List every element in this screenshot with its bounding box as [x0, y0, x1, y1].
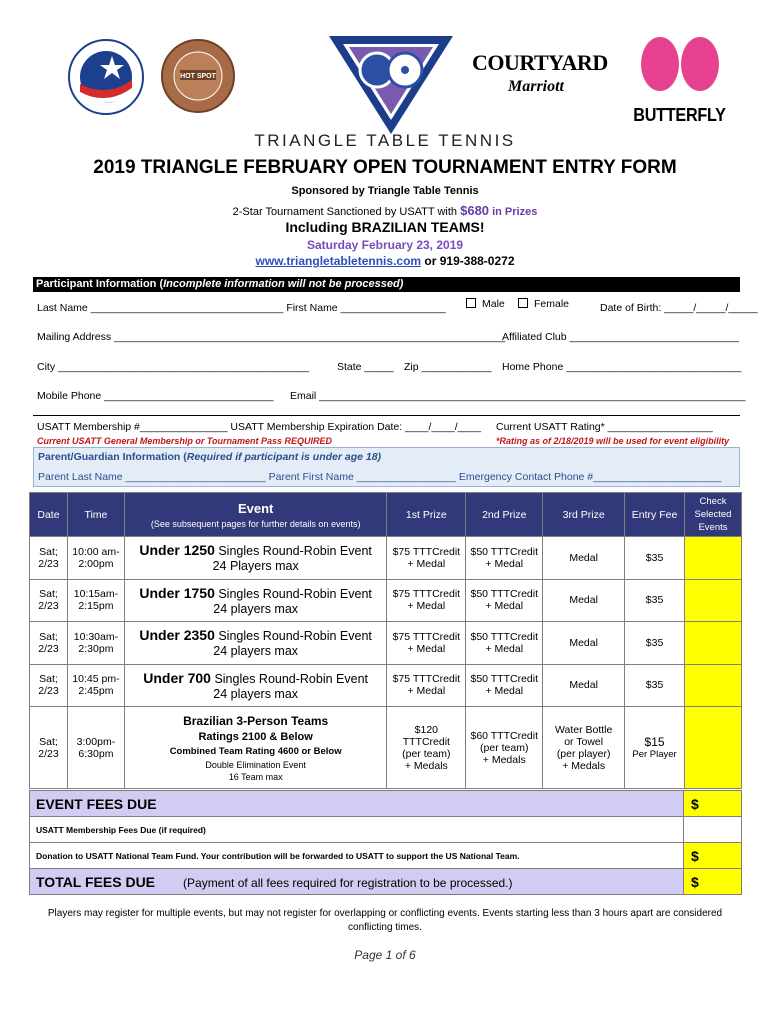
donation-input[interactable]: $: [684, 843, 742, 869]
second-prize-cell: $60 TTTCredit (per team) + Medals: [466, 707, 543, 789]
donation-row: [30, 843, 742, 869]
table-row: [30, 664, 742, 707]
second-prize-cell: $50 TTTCredit + Medal: [466, 537, 543, 580]
membership-section: [33, 415, 740, 447]
time-cell: 10:00 am- 2:00pm: [67, 537, 124, 580]
second-prize-cell: $50 TTTCredit + Medal: [466, 664, 543, 707]
guardian-header: Parent/Guardian Information (Required if participant is under age 18): [38, 451, 382, 463]
table-header-row: [30, 493, 742, 537]
total-fees-label: TOTAL FEES DUE (Payment of all fees required for registration to be processed.): [30, 869, 684, 895]
total-fees-input[interactable]: $: [684, 869, 742, 895]
city-row: [37, 361, 309, 373]
col-time: Time: [67, 493, 124, 537]
event-cell: Under 1250 Singles Round-Robin Event 24 Players max: [124, 537, 386, 580]
table-row: [30, 537, 742, 580]
event-check-cell[interactable]: [685, 664, 742, 707]
fee-cell: $15 Per Player: [625, 707, 685, 789]
name-row: [37, 302, 446, 314]
event-check-cell[interactable]: [685, 579, 742, 622]
fee-cell: $35: [625, 579, 685, 622]
conflict-note: Players may register for multiple events, but may not register for overlapping or conflicting events. Events starting less than 3 hours apart are considered conflicting times.: [47, 908, 723, 933]
dob-row: [600, 302, 758, 314]
female-checkbox[interactable]: [518, 298, 528, 308]
guardian-fields[interactable]: Parent Last Name ________________________ Parent First Name _________________ Emergency Contact Phone #______________________: [38, 471, 722, 483]
logo-strip: [0, 30, 770, 125]
date-cell: Sat; 2/23: [30, 664, 68, 707]
events-table: [29, 492, 742, 789]
date-cell: Sat; 2/23: [30, 622, 68, 665]
first-prize-cell: $75 TTTCredit + Medal: [387, 579, 466, 622]
time-cell: 10:15am- 2:15pm: [67, 579, 124, 622]
sponsor-line: Sponsored by Triangle Table Tennis: [291, 185, 479, 197]
event-fees-input[interactable]: $: [684, 791, 742, 817]
second-prize-cell: $50 TTTCredit + Medal: [466, 622, 543, 665]
contact-line: www.triangletabletennis.com or 919-388-0272: [255, 254, 515, 268]
home-phone-field[interactable]: Home Phone ______________________________: [502, 361, 742, 373]
city-field[interactable]: City ___________________________________________: [37, 361, 310, 373]
svg-text:HOT SPOT: HOT SPOT: [180, 73, 216, 80]
event-cell: Under 700 Singles Round-Robin Event 24 players max: [124, 664, 386, 707]
time-cell: 10:30am- 2:30pm: [67, 622, 124, 665]
fee-cell: $35: [625, 622, 685, 665]
zip-field[interactable]: Zip ____________: [404, 361, 492, 373]
event-cell: Under 2350 Singles Round-Robin Event 24 players max: [124, 622, 386, 665]
event-cell: Under 1750 Singles Round-Robin Event 24 players max: [124, 579, 386, 622]
membership-number-field[interactable]: USATT Membership #_______________ USATT Membership Expiration Date: ____/____/____: [37, 421, 481, 433]
email-row: [290, 390, 745, 402]
time-cell: 3:00pm- 6:30pm: [67, 707, 124, 789]
third-prize-cell: Medal: [543, 622, 625, 665]
prize-amount: $680: [460, 203, 490, 218]
third-prize-cell: Water Bottle or Towel (per player) + Medals: [543, 707, 625, 789]
membership-required-note: Current USATT General Membership or Tournament Pass REQUIRED: [37, 436, 333, 446]
mailing-row: [37, 331, 505, 343]
event-cell: Brazilian 3-Person Teams Ratings 2100 & Below Combined Team Rating 4600 or Below Double Elimination Event 16 Team max: [124, 707, 386, 789]
membership-fees-row: [30, 817, 742, 843]
state-field[interactable]: State _____: [337, 361, 394, 373]
total-fees-row: [30, 869, 742, 895]
gender-row-female: Female: [518, 298, 569, 310]
brazil-line: Including BRAZILIAN TEAMS!: [285, 219, 485, 235]
mailing-address-field[interactable]: Mailing Address ___________________________________________________________________: [37, 331, 506, 343]
butterfly-logo: BUTTERFLY: [622, 36, 737, 126]
date-cell: Sat; 2/23: [30, 537, 68, 580]
website-link[interactable]: www.triangletabletennis.com: [255, 254, 422, 268]
event-fees-label: EVENT FEES DUE: [30, 791, 684, 817]
dob-field[interactable]: Date of Birth: _____/_____/_____: [600, 302, 758, 314]
table-row: [30, 707, 742, 789]
event-check-cell[interactable]: [685, 622, 742, 665]
donation-label: Donation to USATT National Team Fund. Your contribution will be forwarded to USATT to support the US National Team.: [30, 843, 684, 869]
fee-cell: $35: [625, 537, 685, 580]
courtyard-logo: COURTYARD Marriott: [472, 50, 608, 95]
mobile-phone-field[interactable]: Mobile Phone _____________________________: [37, 390, 274, 402]
page-number: Page 1 of 6: [354, 948, 416, 962]
time-cell: 10:45 pm- 2:45pm: [67, 664, 124, 707]
fee-cell: $35: [625, 664, 685, 707]
email-field[interactable]: Email _________________________________________________________________________: [290, 390, 746, 402]
second-prize-cell: $50 TTTCredit + Medal: [466, 579, 543, 622]
col-third-prize: 3rd Prize: [543, 493, 625, 537]
table-row: [30, 622, 742, 665]
col-entry-fee: Entry Fee: [625, 493, 685, 537]
third-prize-cell: Medal: [543, 664, 625, 707]
last-first-name-field[interactable]: Last Name _________________________________ First Name __________________: [37, 302, 446, 314]
participant-header: Participant Information (Incomplete information will not be processed): [33, 277, 740, 292]
event-check-cell[interactable]: [685, 537, 742, 580]
state-row: [337, 361, 394, 373]
col-check: Check Selected Events: [685, 493, 742, 537]
male-checkbox[interactable]: [466, 298, 476, 308]
rating-field[interactable]: Current USATT Rating* __________________: [496, 421, 713, 433]
rating-note: *Rating as of 2/18/2019 will be used for event eligibility: [496, 436, 730, 446]
col-second-prize: 2nd Prize: [466, 493, 543, 537]
first-prize-cell: $120 TTTCredit (per team) + Medals: [387, 707, 466, 789]
usatt-logo: [67, 38, 145, 116]
date-cell: Sat; 2/23: [30, 579, 68, 622]
first-prize-cell: $75 TTTCredit + Medal: [387, 664, 466, 707]
itc-logo: [160, 38, 236, 114]
third-prize-cell: Medal: [543, 579, 625, 622]
membership-fees-input[interactable]: [684, 817, 742, 843]
col-first-prize: 1st Prize: [387, 493, 466, 537]
date-cell: Sat; 2/23: [30, 707, 68, 789]
fees-table: [29, 790, 742, 895]
event-check-cell[interactable]: [685, 707, 742, 789]
zip-row: [404, 361, 492, 373]
event-date: Saturday February 23, 2019: [306, 238, 464, 252]
club-row: [502, 331, 739, 343]
org-name: TRIANGLE TABLE TENNIS: [254, 131, 516, 150]
gender-row: Male: [466, 298, 505, 310]
first-prize-cell: $75 TTTCredit + Medal: [387, 537, 466, 580]
col-event: Event (See subsequent pages for further details on events): [124, 493, 386, 537]
home-phone-row: [502, 361, 741, 373]
mobile-row: [37, 390, 273, 402]
third-prize-cell: Medal: [543, 537, 625, 580]
membership-fees-label: USATT Membership Fees Due (if required): [30, 817, 684, 843]
event-fees-row: [30, 791, 742, 817]
page-title: 2019 TRIANGLE FEBRUARY OPEN TOURNAMENT ENTRY FORM: [93, 157, 677, 178]
first-prize-cell: $75 TTTCredit + Medal: [387, 622, 466, 665]
guardian-section: [33, 447, 740, 487]
affiliated-club-field[interactable]: Affiliated Club _____________________________: [502, 331, 739, 343]
sanction-line: 2-Star Tournament Sanctioned by USATT with $680 in Prizes: [232, 203, 538, 218]
table-row: [30, 579, 742, 622]
col-date: Date: [30, 493, 68, 537]
triangle-tt-logo: [325, 30, 457, 140]
